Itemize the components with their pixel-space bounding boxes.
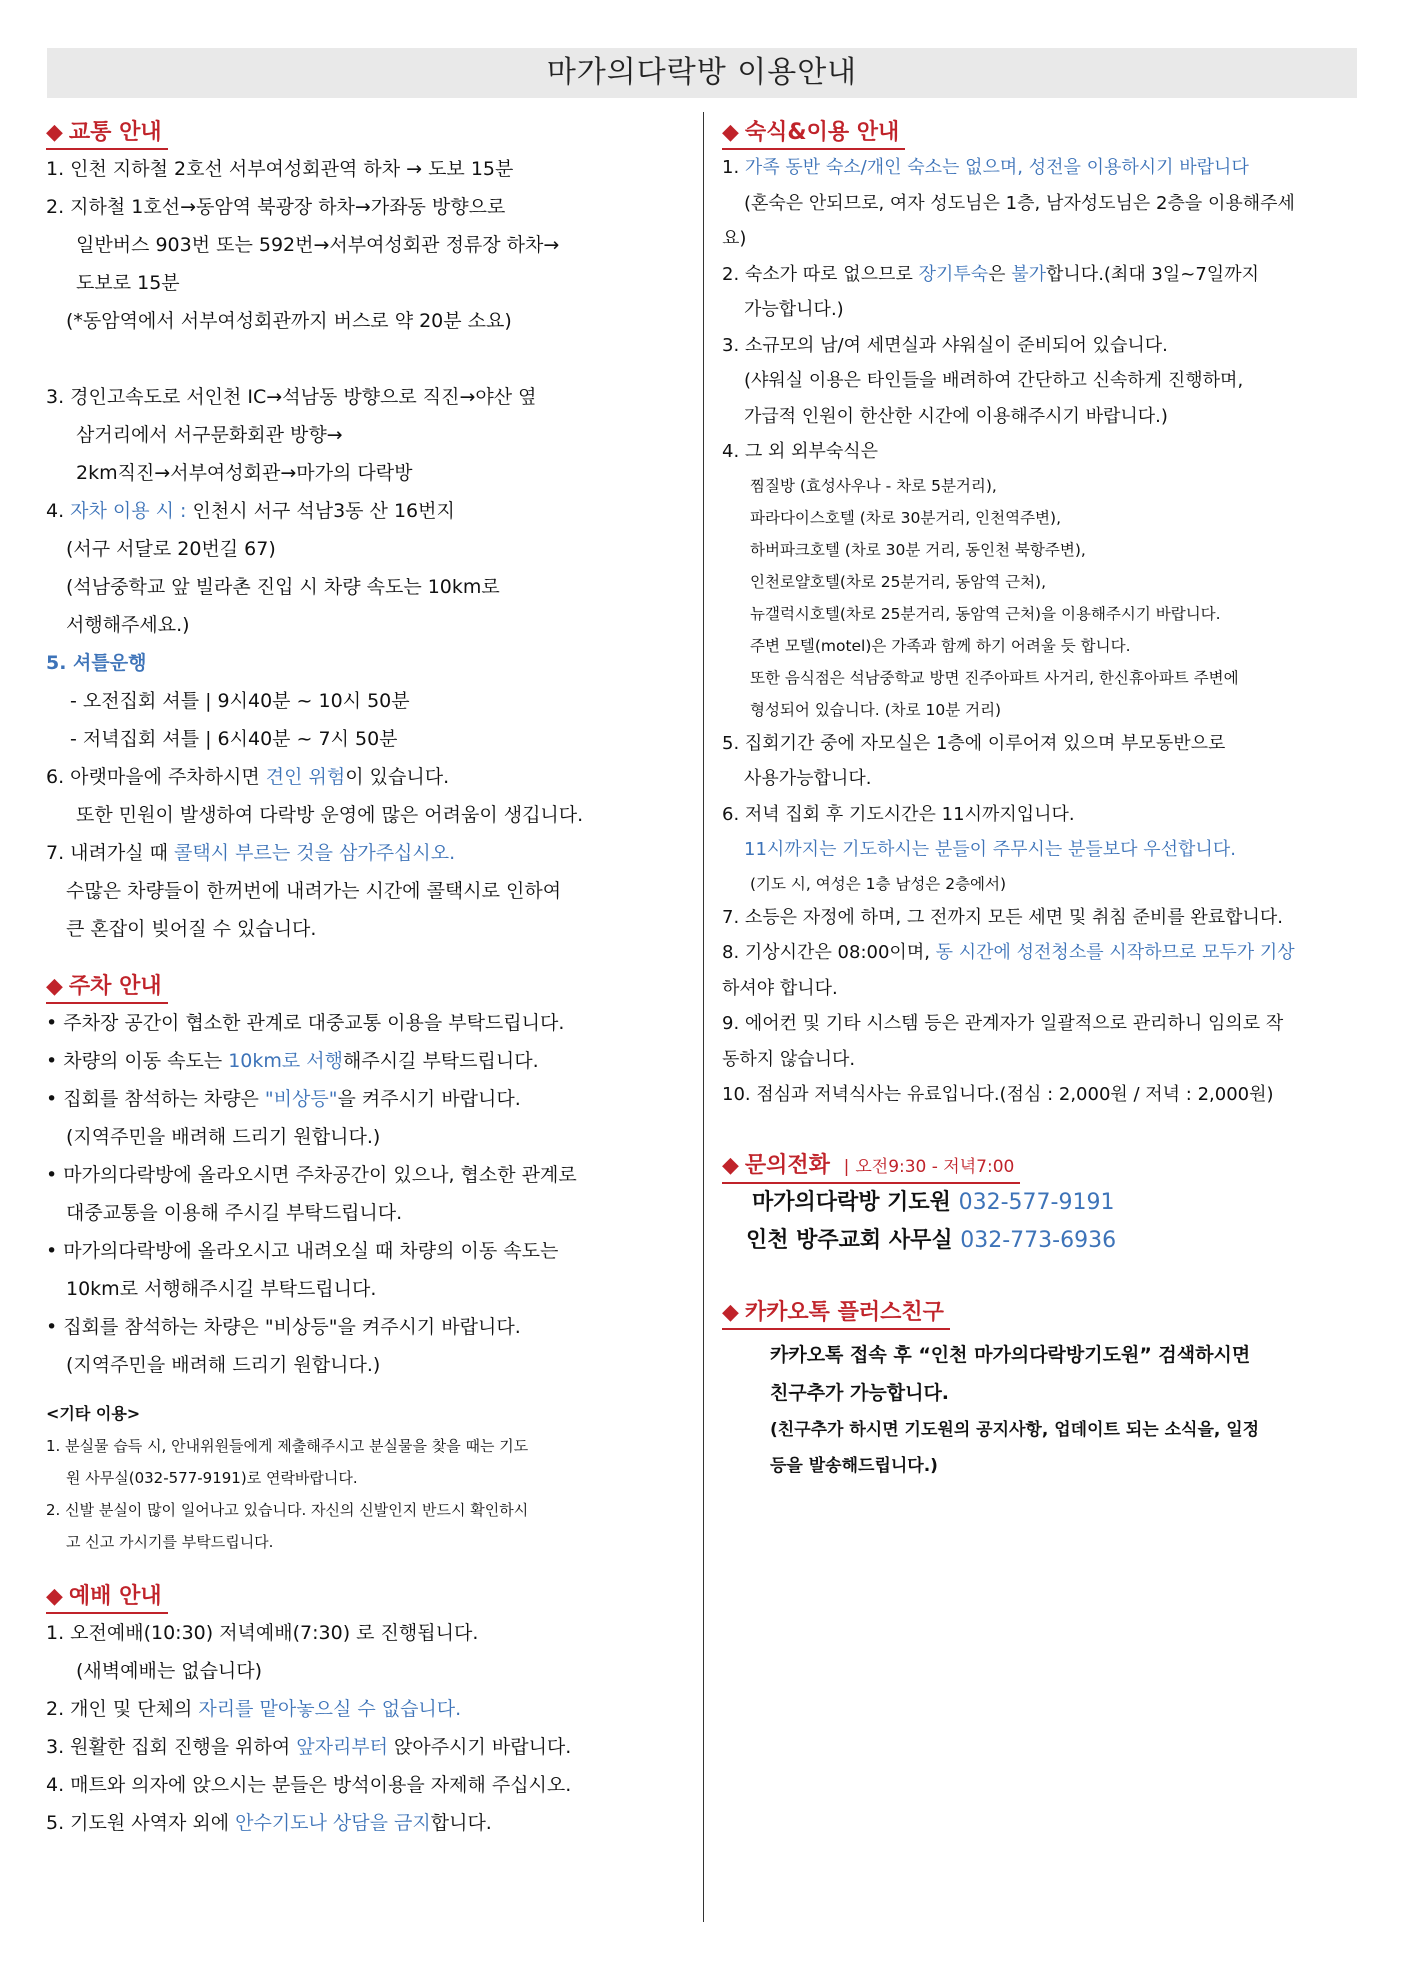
section-heading-traffic: ◆ 교통 안내 — [46, 118, 168, 150]
contact-separator: | — [843, 1156, 850, 1177]
traffic-car-line-4: 서행해주세요.) — [66, 614, 190, 636]
lodging-item-1: 1. 가족 동반 숙소/개인 숙소는 없으며, 성전을 이용하시기 바랍니다 — [722, 157, 1249, 178]
lodging-item-2: 2. 숙소가 따로 없으므로 장기투숙은 불가합니다.(최대 3일~7일까지 — [722, 263, 1259, 285]
column-divider — [703, 112, 704, 1922]
etc-line-2: 2. 신발 분실이 많이 일어나고 있습니다. 자신의 신발인지 반드시 확인하시 — [46, 1501, 529, 1519]
traffic-car-line-3: (석남중학교 앞 빌라촌 진입 시 차량 속도는 10km로 — [66, 576, 500, 598]
traffic-line-4: 도보로 15분 — [76, 272, 180, 294]
worship-line-4: 4. 매트와 의자에 앉으시는 분들은 방석이용을 자제해 주십시오. — [46, 1774, 572, 1796]
lodging-item-8: 8. 기상시간은 08:00이며, 동 시간에 성전청소를 시작하므로 모두가 기상 — [722, 942, 1295, 963]
worship-line-1b: (새벽예배는 없습니다) — [76, 1660, 263, 1682]
phone-number-1[interactable]: 032-577-9191 — [958, 1189, 1115, 1215]
shuttle-evening: - 저녁집회 셔틀 | 6시40분 ~ 7시 50분 — [70, 728, 398, 750]
kakao-line-4: 등을 발송해드립니다.) — [770, 1455, 938, 1476]
diamond-icon: ◆ — [46, 1584, 63, 1609]
etc-heading: <기타 이용> — [46, 1404, 141, 1423]
lodging-item-2-line-2: 가능합니다.) — [744, 299, 844, 320]
lodging-item-4: 4. 그 외 외부숙식은 — [722, 441, 879, 462]
section-heading-lodging: ◆ 숙식&이용 안내 — [722, 118, 905, 150]
shuttle-heading: 5. 셔틀운행 — [46, 652, 147, 674]
section-heading-parking: ◆ 주차 안내 — [46, 972, 168, 1004]
parking-bullet-5-line-2: 10km로 서행해주시길 부탁드립니다. — [66, 1278, 377, 1300]
parking-bullet-4: • 마가의다락방에 올라오시면 주차공간이 있으나, 협소한 관계로 — [46, 1156, 696, 1194]
lodging-item-1-line-3: 요) — [722, 228, 747, 249]
lodging-item-8-line-2: 하셔야 합니다. — [722, 977, 838, 999]
lodging-item-6: 6. 저녁 집회 후 기도시간은 11시까지입니다. — [722, 803, 1075, 825]
lodging-outside-2: 파라다이스호텔 (차로 30분거리, 인천역주변), — [750, 508, 1061, 527]
traffic-item-6: 6. 아랫마을에 주차하시면 견인 위험이 있습니다. — [46, 766, 450, 788]
lodging-outside-4: 인천로얄호텔(차로 25분거리, 동암역 근처), — [750, 572, 1047, 591]
lodging-item-3-line-3: 가급적 인원이 한산한 시간에 이용해주시기 바랍니다.) — [744, 405, 1168, 427]
traffic-line-1: 1. 인천 지하철 2호선 서부여성회관역 하차 → 도보 15분 — [46, 158, 514, 180]
diamond-icon: ◆ — [722, 1152, 739, 1178]
parking-bullet-6-line-2: (지역주민을 배려해 드리기 원합니다.) — [66, 1354, 381, 1376]
worship-line-1: 1. 오전예배(10:30) 저녁예배(7:30) 로 진행됩니다. — [46, 1622, 479, 1644]
lodging-outside-1: 찜질방 (효성사우나 - 차로 5분거리), — [750, 476, 997, 495]
contact-hours: 오전9:30 - 저녁7:00 — [855, 1156, 1015, 1177]
diamond-icon: ◆ — [722, 1299, 739, 1325]
lodging-outside-5: 뉴갤럭시호텔(차로 25분거리, 동암역 근처)을 이용해주시기 바랍니다. — [750, 604, 1221, 623]
traffic-item-6-line-2: 또한 민원이 발생하여 다락방 운영에 많은 어려움이 생깁니다. — [76, 804, 584, 826]
lodging-item-3-line-2: (샤워실 이용은 타인들을 배려하여 간단하고 신속하게 진행하며, — [744, 370, 1244, 391]
shuttle-morning: - 오전집회 셔틀 | 9시40분 ~ 10시 50분 — [70, 690, 410, 712]
lodging-item-10: 10. 점심과 저녁식사는 유료입니다.(점심 : 2,000원 / 저녁 : 2,000원) — [722, 1084, 1274, 1105]
traffic-line-3: 일반버스 903번 또는 592번→서부여성회관 정류장 하차→ — [76, 234, 560, 256]
section-heading-contact: ◆ 문의전화 | 오전9:30 - 저녁7:00 — [722, 1151, 1020, 1184]
phone-church-office: 인천 방주교회 사무실 032-773-6936 — [746, 1227, 1117, 1253]
lodging-item-9: 9. 에어컨 및 기타 시스템 등은 관계자가 일괄적으로 관리하니 임의로 작 — [722, 1013, 1284, 1034]
lodging-item-9-line-2: 동하지 않습니다. — [722, 1048, 856, 1070]
traffic-car-line: 4. 자차 이용 시 : 인천시 서구 석남3동 산 16번지 — [46, 500, 455, 522]
etc-line-1: 1. 분실물 습득 시, 안내위원들에게 제출해주시고 분실물을 찾을 때는 기도 — [46, 1437, 529, 1455]
lodging-item-7: 7. 소등은 자정에 하며, 그 전까지 모든 세면 및 취침 준비를 완료합니다. — [722, 906, 1284, 928]
traffic-line-6: 3. 경인고속도로 서인천 IC→석남동 방향으로 직진→야산 옆 — [46, 386, 537, 408]
traffic-item-7-line-3: 큰 혼잡이 빚어질 수 있습니다. — [66, 918, 317, 940]
phone-number-2[interactable]: 032-773-6936 — [960, 1227, 1117, 1253]
traffic-line-5: (*동암역에서 서부여성회관까지 버스로 약 20분 소요) — [66, 310, 512, 332]
worship-line-2: 2. 개인 및 단체의 자리를 맡아놓으실 수 없습니다. — [46, 1698, 462, 1720]
parking-bullet-2: • 차량의 이동 속도는 10km로 서행해주시길 부탁드립니다. — [46, 1042, 696, 1080]
lodging-item-3: 3. 소규모의 남/여 세면실과 샤워실이 준비되어 있습니다. — [722, 334, 1168, 356]
traffic-line-7: 삼거리에서 서구문화회관 방향→ — [76, 424, 343, 446]
lodging-item-5-line-2: 사용가능합니다. — [744, 768, 872, 789]
right-column — [722, 118, 1362, 1484]
traffic-line-2: 2. 지하철 1호선→동암역 북광장 하차→가좌동 방향으로 — [46, 196, 506, 218]
page-title: 마가의다락방 이용안내 — [47, 48, 1357, 98]
diamond-icon: ◆ — [46, 120, 63, 145]
parking-bullet-6: • 집회를 참석하는 차량은 "비상등"을 켜주시기 바랍니다. — [46, 1308, 696, 1346]
parking-bullet-3-line-2: (지역주민을 배려해 드리기 원합니다.) — [66, 1126, 381, 1148]
diamond-icon: ◆ — [722, 120, 739, 145]
section-heading-worship: ◆ 예배 안내 — [46, 1582, 168, 1614]
section-heading-kakao: ◆ 카카오톡 플러스친구 — [722, 1298, 950, 1330]
lodging-outside-3: 하버파크호텔 (차로 30분 거리, 동인천 북항주변), — [750, 540, 1086, 559]
lodging-outside-6: 주변 모텔(motel)은 가족과 함께 하기 어려울 듯 합니다. — [750, 636, 1131, 655]
parking-bullet-4-line-2: 대중교통을 이용해 주시길 부탁드립니다. — [66, 1202, 403, 1224]
kakao-line-2: 친구추가 가능합니다. — [770, 1381, 950, 1404]
lodging-outside-7: 또한 음식점은 석남중학교 방면 진주아파트 사거리, 한신휴아파트 주변에 — [750, 668, 1239, 687]
diamond-icon: ◆ — [46, 974, 63, 999]
parking-bullet-5: • 마가의다락방에 올라오시고 내려오실 때 차량의 이동 속도는 — [46, 1232, 696, 1270]
car-label: 자차 이용 시 : — [70, 500, 187, 522]
etc-line-2b: 고 신고 가시기를 부탁드립니다. — [66, 1533, 274, 1551]
traffic-car-line-2: (서구 서달로 20번길 67) — [66, 538, 276, 560]
lodging-item-6-line-2: 11시까지는 기도하시는 분들이 주무시는 분들보다 우선합니다. — [744, 839, 1236, 860]
lodging-item-1-line-2: (혼숙은 안되므로, 여자 성도님은 1층, 남자성도님은 2층을 이용해주세 — [744, 192, 1295, 214]
parking-bullet-3: • 집회를 참석하는 차량은 "비상등"을 켜주시기 바랍니다. — [46, 1080, 696, 1118]
worship-line-5: 5. 기도원 사역자 외에 안수기도나 상담을 금지합니다. — [46, 1812, 492, 1834]
phone-prayer-house: 마가의다락방 기도원 032-577-9191 — [752, 1189, 1115, 1215]
etc-line-1b: 원 사무실(032-577-9191)로 연락바랍니다. — [66, 1469, 358, 1487]
parking-bullet-1: • 주차장 공간이 협소한 관계로 대중교통 이용을 부탁드립니다. — [46, 1004, 696, 1042]
left-column — [46, 118, 696, 1842]
kakao-line-1: 카카오톡 접속 후 “인천 마가의다락방기도원” 검색하시면 — [770, 1343, 1251, 1366]
lodging-item-6-line-3: (기도 시, 여성은 1층 남성은 2층에서) — [750, 874, 1007, 893]
traffic-item-7: 7. 내려가실 때 콜택시 부르는 것을 삼가주십시오. — [46, 842, 456, 864]
traffic-item-7-line-2: 수많은 차량들이 한꺼번에 내려가는 시간에 콜택시로 인하여 — [66, 880, 562, 902]
kakao-line-3: (친구추가 하시면 기도원의 공지사항, 업데이트 되는 소식을, 일정 — [770, 1419, 1260, 1440]
lodging-outside-8: 형성되어 있습니다. (차로 10분 거리) — [750, 700, 1002, 719]
lodging-item-5: 5. 집회기간 중에 자모실은 1층에 이루어져 있으며 부모동반으로 — [722, 732, 1226, 754]
worship-line-3: 3. 원활한 집회 진행을 위하여 앞자리부터 앉아주시기 바랍니다. — [46, 1736, 572, 1758]
traffic-line-8: 2km직진→서부여성회관→마가의 다락방 — [76, 462, 413, 484]
